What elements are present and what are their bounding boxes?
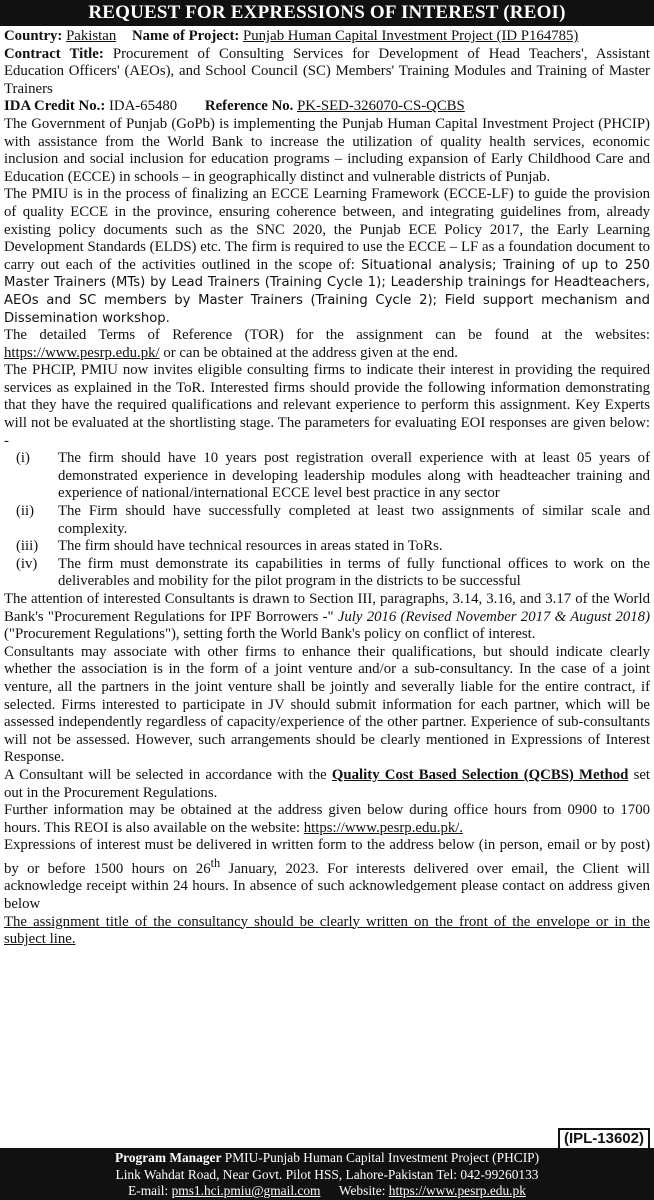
criteria-text: The firm should have 10 years post registration overall experience with at least 05 years of demonstrated experience in developing leadership modules along with headteacher training and experience of national/international ECCE level best practice in any sector [58, 450, 650, 502]
date-suffix: th [210, 855, 221, 870]
contract-label: Contract Title: [4, 45, 104, 62]
reoi-website-link[interactable]: https://www.pesrp.edu.pk/. [303, 819, 464, 836]
criteria-item [4, 450, 650, 503]
selection-text: A Consultant will be selected in accordance with the [4, 766, 327, 783]
criteria-number: (iv) [16, 555, 38, 572]
criteria-text: The firm must demonstrate its capabilities in terms of fully functional offices to work on the deliverables and mobility for the pilot program in the districts to be successful [58, 555, 650, 590]
credit-label: IDA Credit No.: [4, 98, 106, 115]
coi-text-end: setting forth the World Bank's policy on conflict of interest. [183, 626, 536, 643]
credit-value: IDA-65480 [108, 98, 178, 115]
tor-text-end: or can be obtained at the address given at the end. [163, 344, 458, 361]
footer-pm-text: PMIU-Punjab Human Capital Investment Project (PHCIP) [224, 1150, 540, 1165]
contact-footer [0, 1148, 654, 1200]
criteria-text: The firm should have technical resources in areas stated in ToRs. [58, 538, 443, 555]
contract-title-line [4, 46, 650, 99]
criteria-number: (i) [16, 450, 30, 467]
procurement-regulations-title: "Procurement Regulations for IPF Borrowers -" [47, 608, 334, 625]
paragraph-project-intro: The Government of Punjab (GoPb) is implementing the Punjab Human Capital Investment Project (PHCIP) with assistance from the World Bank to increase the utilization of quality health services, economic inclusion and social inclusion for education programs – including expansion of Early Childhood Care and Education (ECCE) in schools – in geographically distinct and vulnerable districts of Punjab. [4, 115, 650, 185]
country-label: Country: [4, 28, 63, 44]
scope-activities-text: Situational analysis; Training of up to 250 Master Trainers (MTs) by Lead Trainers (Training Cycle 1); Leadership trainings for Headteachers, AEOs and SC members by Master Trainers (Training Cycle 2); Field support mechanism and Dissemination workshop. [4, 257, 650, 326]
paragraph-ecce-framework [4, 186, 650, 327]
tor-website-link[interactable]: https://www.pesrp.edu.pk/ [4, 344, 160, 361]
regulations-date: July 2016 (Revised November 2017 & August 2018) [337, 608, 650, 625]
footer-contacts [0, 1183, 654, 1200]
evaluation-criteria-list [4, 450, 650, 591]
paragraph-joint-venture: Consultants may associate with other firms to enhance their qualifications, but should indicate clearly whether the association is in the form of a joint venture and/or a sub-consultancy. In the case of a joint venture, all the partners in the joint venture shall be jointly and severally liable for the entire contract, if selected. Firms interested to participate in JV should submit information for each partner, which will be assessed independently regardless of capacity/experience of the other partner. Experience of sub-consultants will not be assessed. However, such arrangements should be clearly mentioned in Expressions of Interest Response. [4, 643, 650, 766]
paragraph-further-info [4, 802, 650, 837]
criteria-item [4, 538, 650, 556]
criteria-text: The Firm should have successfully completed at least two assignments of similar scale and complexity. [58, 503, 650, 537]
footer-program-manager [0, 1150, 654, 1167]
footer-address: Link Wahdat Road, Near Govt. Pilot HSS, Lahore-Pakistan Tel: 042-99260133 [115, 1166, 539, 1182]
footer-email-label: E-mail: [128, 1183, 169, 1198]
project-label: Name of Project: [131, 28, 240, 44]
criteria-number: (iii) [16, 538, 39, 555]
paragraph-conflict-of-interest [4, 591, 650, 644]
paragraph-submission-deadline [4, 837, 650, 913]
ipl-reference-badge: (IPL-13602) [558, 1128, 650, 1150]
country-value: Pakistan [66, 28, 117, 44]
deadline-text: Expressions of interest must be delivered in written form to the address below (in person, email or by post) by or before 1500 hours on 26 [4, 837, 650, 877]
paragraph-tor [4, 327, 650, 362]
footer-email-link[interactable]: pms1.hci.pmiu@gmail.com [171, 1183, 321, 1198]
paragraph-selection-method [4, 767, 650, 802]
reference-value: PK-SED-326070-CS-QCBS [297, 98, 465, 115]
deadline-text-end: January, 2023. For interests delivered over email, the Client will acknowledge receipt within 24 hours. In absence of such acknowledgement please contact on address given below [4, 860, 650, 913]
page-title: REQUEST FOR EXPRESSIONS OF INTEREST (REOI) [0, 0, 654, 26]
footer-pm-label: Program Manager [114, 1150, 222, 1165]
criteria-item [4, 556, 650, 591]
further-info-text: Further information may be obtained at the address given below during office hours from 0900 to 1700 hours. This REOI is also available on the website: [4, 802, 650, 836]
contract-value: Procurement of Consulting Services for Development of Head Teachers', Assistant Education Officers' (AEOs), and School Council (SC) Members' Training Modules and Training of Master Trainers [4, 45, 651, 97]
qcbs-method: Quality Cost Based Selection (QCBS) Method [331, 766, 629, 783]
paragraph-invitation: The PHCIP, PMIU now invites eligible consulting firms to indicate their interest in providing the required services as explained in the ToR. Interested firms should provide the following information demonstrating that they have the required qualifications and relevant experience to perform this assignment. Key Experts will not be evaluated at the shortlisting stage. The parameters for evaluating EOI responses are given below: - [4, 362, 650, 449]
country-project-line [4, 28, 650, 46]
selection-text-end: set out in the Procurement Regulations. [4, 766, 651, 801]
coi-text: The attention of interested Consultants is drawn to Section III, paragraphs, 3.14, 3.16, and 3.17 of the World Bank's [4, 591, 650, 625]
tor-text: The detailed Terms of Reference (TOR) for the assignment can be found at the websites: [4, 327, 650, 344]
ecce-framework-text: The PMIU is in the process of finalizing an ECCE Learning Framework (ECCE-LF) to guide the provision of quality ECCE in the province, ensuring coherence between, and integrating guidelines from, already existing policy documents such as the SNC 2020, the Punjab ECE Policy 2017, the Early Learning Development Standards (ELDS) etc. The firm is required to use the ECCE – LF as a foundation document to carry out each of the activities outlined in the scope of: [4, 186, 650, 273]
reference-label: Reference No. [204, 98, 294, 115]
project-value: Punjab Human Capital Investment Project (ID P164785) [243, 28, 579, 44]
credit-reference-line [4, 98, 650, 116]
notice-body [0, 26, 654, 949]
criteria-number: (ii) [16, 503, 35, 520]
footer-website-link[interactable]: https://www.pesrp.edu.pk [388, 1183, 526, 1198]
regulations-short-name: ("Procurement Regulations"), [4, 626, 180, 643]
paragraph-assignment-title-note: The assignment title of the consultancy should be clearly written on the front of the envelope or in the subject line. [4, 913, 650, 948]
footer-website-label: Website: [338, 1183, 386, 1198]
criteria-item [4, 503, 650, 538]
